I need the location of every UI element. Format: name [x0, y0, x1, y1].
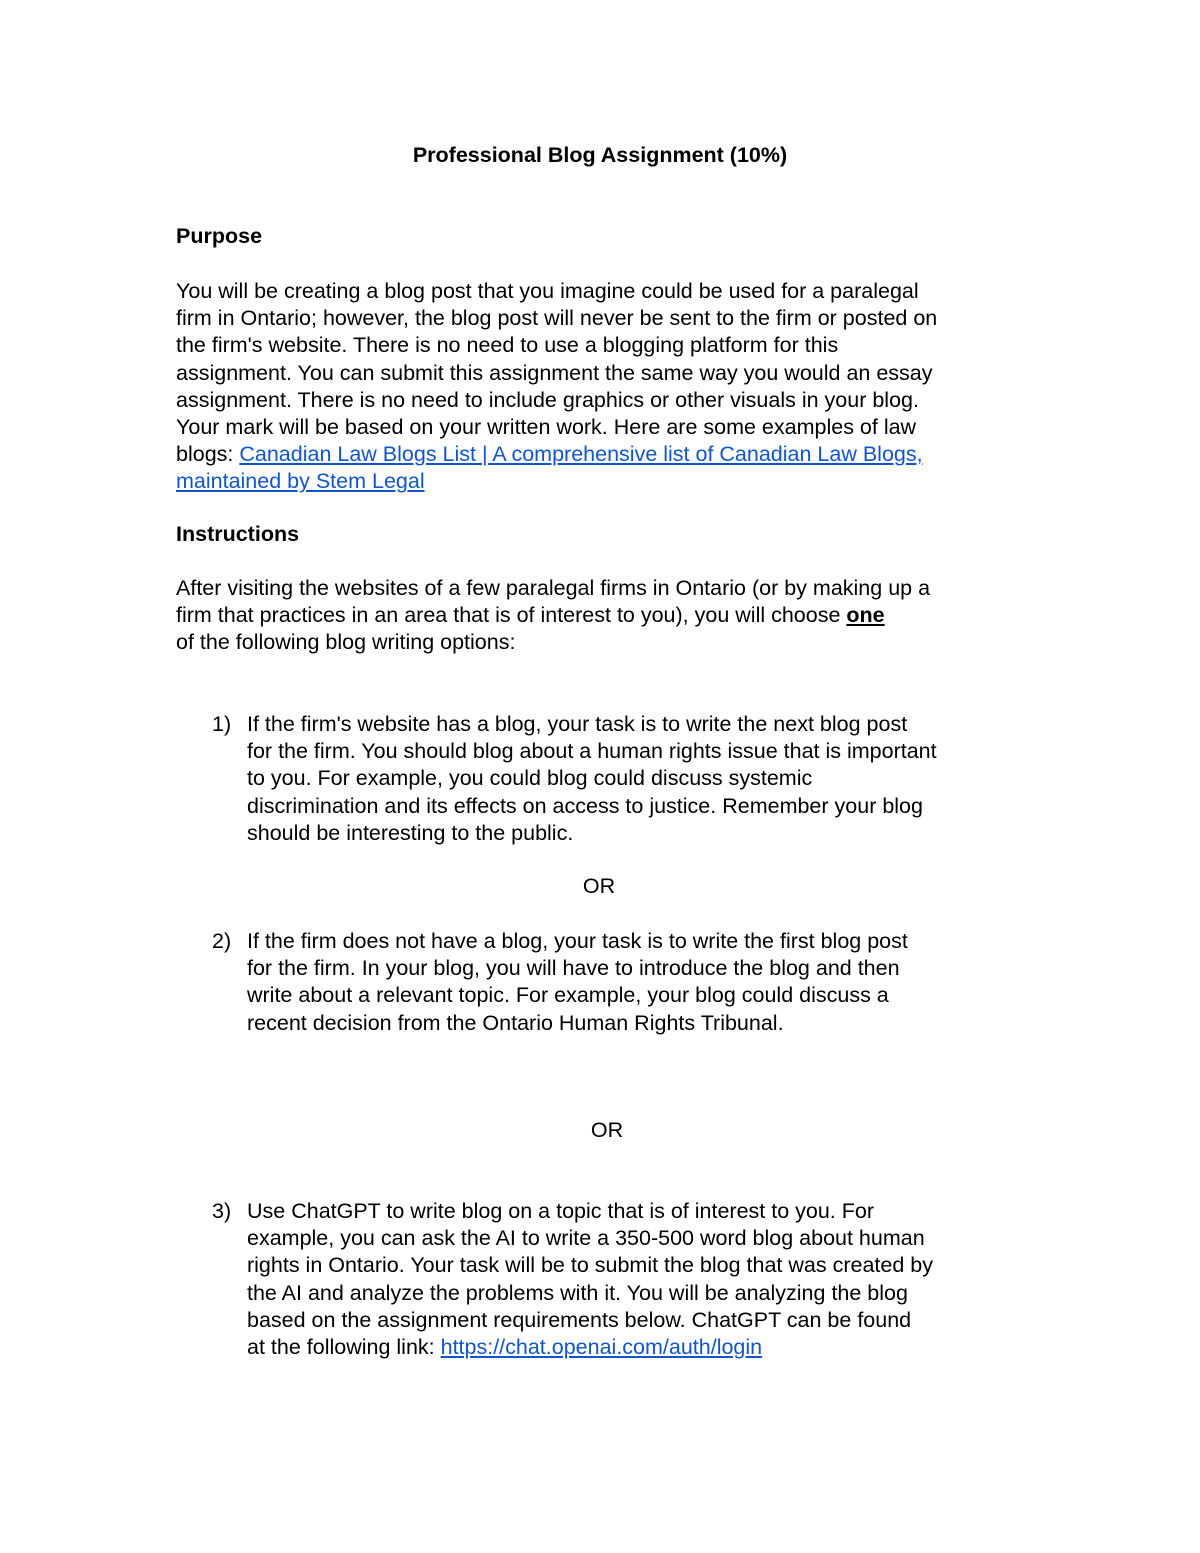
option-number: 1)	[212, 712, 232, 736]
instructions-heading: Instructions	[176, 522, 300, 546]
or-separator: OR	[582, 874, 616, 898]
option-line: If the firm's website has a blog, your task is to write the next blog post	[247, 712, 908, 736]
paragraph-line: assignment. There is no need to include graphics or other visuals in your blog.	[176, 387, 919, 412]
paragraph-line: Your mark will be based on your written work. Here are some examples of law	[176, 415, 917, 440]
option-number: 3)	[212, 1199, 232, 1223]
paragraph-line: firm in Ontario; however, the blog post will never be sent to the firm or posted on	[176, 306, 938, 331]
option-line: recent decision from the Ontario Human Rights Tribunal.	[247, 1010, 784, 1035]
instructions-line-text: firm that practices in an area that is of interest to you), you will choose	[176, 603, 847, 628]
option-line: example, you can ask the AI to write a 350-500 word blog about human	[247, 1226, 925, 1251]
instructions-paragraph	[176, 575, 1026, 657]
option-line: should be interesting to the public.	[247, 820, 574, 845]
option-number: 2)	[212, 929, 232, 953]
purpose-heading: Purpose	[176, 224, 263, 248]
option-line: the AI and analyze the problems with it. You will be analyzing the blog	[247, 1280, 908, 1305]
option-line: discrimination and its effects on access to justice. Remember your blog	[247, 793, 923, 818]
paragraph-line: the firm's website. There is no need to use a blogging platform for this	[176, 333, 839, 358]
option-line: If the firm does not have a blog, your task is to write the first blog post	[247, 929, 908, 953]
paragraph-line	[176, 468, 1026, 495]
option-body	[247, 711, 1047, 847]
link-prefix: blogs:	[176, 442, 240, 467]
page-title: Professional Blog Assignment (10%)	[412, 143, 788, 167]
emphasis-one: one	[846, 603, 885, 628]
chatgpt-link[interactable]: https://chat.openai.com/auth/login	[440, 1335, 763, 1360]
option-line: write about a relevant topic. For example, your blog could discuss a	[247, 983, 889, 1008]
paragraph-line: assignment. You can submit this assignment the same way you would an essay	[176, 360, 933, 385]
or-separator: OR	[590, 1118, 624, 1142]
paragraph-line	[176, 441, 1026, 468]
paragraph-line	[176, 602, 1026, 629]
option-line: for the firm. In your blog, you will have to introduce the blog and then	[247, 956, 900, 981]
paragraph-line: After visiting the websites of a few paralegal firms in Ontario (or by making up a	[176, 576, 931, 600]
option-body	[247, 1198, 1047, 1361]
paragraph-line: of the following blog writing options:	[176, 630, 516, 655]
canadian-law-blogs-link-continued[interactable]: maintained by Stem Legal	[176, 469, 425, 494]
option-line: Use ChatGPT to write blog on a topic that is of interest to you. For	[247, 1199, 874, 1223]
paragraph-line: You will be creating a blog post that you imagine could be used for a paralegal	[176, 279, 919, 303]
option-line	[247, 1334, 1047, 1361]
option-line: based on the assignment requirements below. ChatGPT can be found	[247, 1307, 912, 1332]
option-line: for the firm. You should blog about a human rights issue that is important	[247, 739, 937, 764]
option-line: to you. For example, you could blog could discuss systemic	[247, 766, 813, 791]
option-body	[247, 928, 1047, 1037]
option-line: rights in Ontario. Your task will be to submit the blog that was created by	[247, 1253, 933, 1278]
purpose-paragraph	[176, 278, 1026, 496]
canadian-law-blogs-link[interactable]: Canadian Law Blogs List | A comprehensive list of Canadian Law Blogs,	[239, 442, 923, 467]
link-prefix: at the following link:	[247, 1335, 441, 1360]
